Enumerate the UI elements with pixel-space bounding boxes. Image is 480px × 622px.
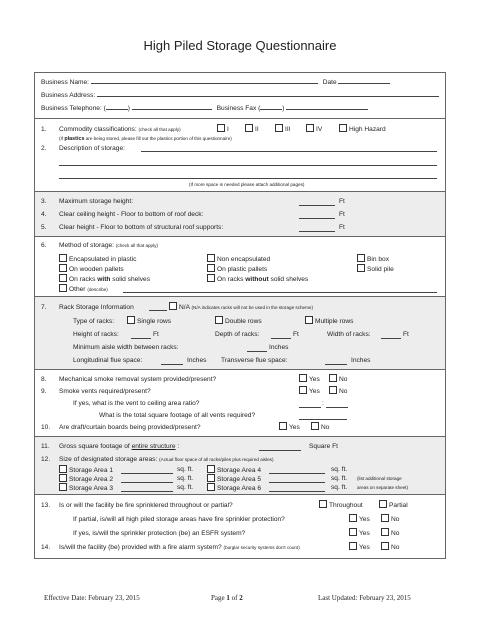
q2-number: 2. xyxy=(41,145,47,152)
telephone-field[interactable] xyxy=(132,102,212,110)
q10-no-checkbox[interactable] xyxy=(311,422,319,430)
bin-box-checkbox[interactable] xyxy=(357,254,365,262)
smoke-section xyxy=(35,369,445,436)
storage-area-6[interactable] xyxy=(207,483,261,493)
vent-ratio-field-b[interactable] xyxy=(326,400,348,408)
q10-no-label: No xyxy=(321,424,330,431)
q2-label: Description of storage: xyxy=(59,145,125,152)
description-line-2[interactable] xyxy=(59,158,437,166)
other-checkbox[interactable] xyxy=(59,284,67,292)
storage-area-3[interactable] xyxy=(59,483,113,493)
class-i-option[interactable] xyxy=(217,124,229,135)
rack-depth-unit: Ft xyxy=(293,331,299,338)
class-iv-option[interactable] xyxy=(306,124,322,135)
throughout-option[interactable] xyxy=(319,499,363,512)
date-field[interactable] xyxy=(338,76,390,84)
class-i-label: I xyxy=(227,126,229,133)
q9-yes-checkbox[interactable] xyxy=(299,386,307,394)
q13a-yes-checkbox[interactable] xyxy=(349,514,357,522)
q8-yes-option[interactable] xyxy=(299,374,320,386)
class-ii-option[interactable] xyxy=(245,124,259,135)
q11-label-a: Gross square footage of xyxy=(59,443,130,450)
vent-ratio-field-a[interactable] xyxy=(299,400,321,408)
q14-yes-option[interactable] xyxy=(349,541,370,554)
storage-area-5-unit: sq. ft. xyxy=(331,475,348,482)
rack-section xyxy=(35,296,445,369)
q14-yes-checkbox[interactable] xyxy=(349,542,357,550)
throughout-checkbox[interactable] xyxy=(319,500,327,508)
q14-yes-label: Yes xyxy=(359,544,370,551)
aisle-width-unit: Inches xyxy=(269,344,289,351)
last-updated: Last Updated: February 23, 2015 xyxy=(318,594,411,602)
telephone-label: Business Telephone: ( xyxy=(41,105,106,112)
plastic-pallets-label: On plastic pallets xyxy=(217,266,268,273)
storage-area-6-checkbox[interactable] xyxy=(207,483,215,491)
partial-option[interactable] xyxy=(379,499,408,512)
class-ii-checkbox[interactable] xyxy=(245,124,253,132)
storage-area-3-checkbox[interactable] xyxy=(59,483,67,491)
q10-yes-option[interactable] xyxy=(279,422,300,434)
fax-close: ) xyxy=(282,105,285,112)
q5-label: Clear height - Floor to bottom of structural roof supports: xyxy=(59,224,224,231)
storage-area-4-field[interactable] xyxy=(269,466,325,474)
wooden-pallets-checkbox[interactable] xyxy=(59,264,67,272)
storage-area-1-unit: sq. ft. xyxy=(177,466,194,473)
storage-area-2-checkbox[interactable] xyxy=(59,474,67,482)
vent-ratio-label: If yes, what is the vent to ceiling area ratio? xyxy=(73,400,200,407)
class-iii-checkbox[interactable] xyxy=(275,124,283,132)
telephone-close: ) xyxy=(127,105,130,112)
q9-no-checkbox[interactable] xyxy=(329,386,337,394)
single-rows-checkbox[interactable] xyxy=(127,316,135,324)
q13b-yes-label: Yes xyxy=(359,530,370,537)
q11-label-c: : xyxy=(177,443,180,450)
vent-ratio-separator: : xyxy=(322,400,324,407)
q13-label: Is or will the facility be fire sprinklered throughout or partial? xyxy=(59,502,233,509)
q3-unit: Ft xyxy=(339,198,345,205)
racks-without-label-c: solid shelves xyxy=(270,276,309,283)
fax-field[interactable] xyxy=(286,102,368,110)
q1-number: 1. xyxy=(41,126,47,133)
telephone-area-field[interactable] xyxy=(106,102,128,110)
multiple-rows-label: Multiple rows xyxy=(315,318,354,325)
other-option[interactable] xyxy=(59,284,108,295)
storage-area-6-field[interactable] xyxy=(269,484,325,492)
class-iii-label: III xyxy=(285,126,291,133)
racks-with-label-c: solid shelves xyxy=(112,276,151,283)
sprinkler-section xyxy=(35,494,445,558)
effective-date: Effective Date: February 23, 2015 xyxy=(44,594,140,602)
throughout-label: Throughout xyxy=(329,502,363,509)
storage-area-4-checkbox[interactable] xyxy=(207,465,215,473)
business-name-label: Business Name: xyxy=(41,79,90,86)
list-additional-note: (list additional storage xyxy=(357,476,402,481)
q1-note: (check all that apply) xyxy=(138,127,181,132)
aisle-width-field[interactable] xyxy=(247,344,267,352)
q13a-yes-option[interactable] xyxy=(349,513,370,526)
double-rows-checkbox[interactable] xyxy=(215,316,223,324)
q6-number: 6. xyxy=(41,242,47,249)
partial-protection-label: If partial, is/will all high piled storage areas have fire sprinkler protection? xyxy=(73,516,285,523)
q4-unit: Ft xyxy=(339,211,345,218)
double-rows-option[interactable] xyxy=(215,315,262,328)
rack-height-field[interactable] xyxy=(131,331,151,339)
rack-width-label: Width of racks: xyxy=(327,331,371,338)
class-iv-label: IV xyxy=(316,126,323,133)
transverse-flue-field[interactable] xyxy=(325,357,347,365)
page-current: 1 xyxy=(226,594,230,602)
na-option[interactable] xyxy=(169,301,313,314)
rack-info-blank[interactable] xyxy=(149,303,167,311)
rack-height-unit: Ft xyxy=(153,331,159,338)
racks-with-label-b: with xyxy=(97,276,111,283)
q10-number: 10. xyxy=(41,424,51,431)
vent-footage-field[interactable] xyxy=(299,412,347,420)
wooden-pallets-label: On wooden pallets xyxy=(69,266,124,273)
business-address-label: Business Address: xyxy=(41,92,96,99)
single-rows-label: Single rows xyxy=(137,318,172,325)
q3-number: 3. xyxy=(41,198,47,205)
fax-label: Business Fax ( xyxy=(216,105,261,112)
vent-footage-label: What is the total square footage of all vents required? xyxy=(99,412,256,419)
plastics-note-a: (If xyxy=(59,136,64,141)
q9-no-label: No xyxy=(339,388,348,395)
q3-label: Maximum storage height: xyxy=(59,198,134,205)
page-total: 2 xyxy=(239,594,243,602)
q7-number: 7. xyxy=(41,304,47,311)
rack-depth-label: Depth of racks: xyxy=(215,331,260,338)
q4-label: Clear ceiling height - Floor to bottom of roof deck: xyxy=(59,211,204,218)
q14-number: 14. xyxy=(41,544,51,551)
gross-footage-field[interactable] xyxy=(259,443,301,451)
q10-yes-label: Yes xyxy=(289,424,300,431)
solid-pile-checkbox[interactable] xyxy=(357,264,365,272)
storage-area-5-label: Storage Area 5 xyxy=(217,476,261,483)
storage-area-4-unit: sq. ft. xyxy=(331,466,348,473)
storage-area-3-label: Storage Area 3 xyxy=(69,485,113,492)
q8-no-option[interactable] xyxy=(329,374,347,386)
non-encapsulated-label: Non encapsulated xyxy=(217,256,271,263)
q13a-no-option[interactable] xyxy=(381,513,399,526)
storage-area-3-unit: sq. ft. xyxy=(177,484,194,491)
multiple-rows-checkbox[interactable] xyxy=(305,316,313,324)
business-name-field[interactable] xyxy=(91,76,318,84)
rack-types-label: Type of racks: xyxy=(73,318,115,325)
racks-without-shelves-checkbox[interactable] xyxy=(207,274,215,282)
longitudinal-flue-unit: Inches xyxy=(187,357,207,364)
q13a-no-checkbox[interactable] xyxy=(381,514,389,522)
single-rows-option[interactable] xyxy=(127,315,171,328)
racks-without-label-b: without xyxy=(245,276,269,283)
class-iii-option[interactable] xyxy=(275,124,291,135)
other-label: Other xyxy=(69,286,86,293)
q14-no-option[interactable] xyxy=(381,541,399,554)
clear-height-field[interactable] xyxy=(299,224,335,232)
high-hazard-label: High Hazard xyxy=(349,126,386,133)
q14-note: (burglar security systems don't count) xyxy=(223,545,300,550)
q12-note: (Actual floor space of all racks/piles plus required aisles) xyxy=(159,457,274,462)
storage-area-2-unit: sq. ft. xyxy=(177,475,194,482)
longitudinal-flue-label: Longitudinal flue space: xyxy=(73,357,143,364)
transverse-flue-label: Transverse flue space: xyxy=(221,357,288,364)
q6-label: Method of storage: xyxy=(59,242,114,249)
na-label: N/A xyxy=(179,304,190,311)
fax-area-field[interactable] xyxy=(260,102,285,112)
business-section xyxy=(35,73,445,118)
more-space-note: (If more space is needed please attach additional pages) xyxy=(189,182,305,187)
rack-height-label: Height of racks: xyxy=(73,331,119,338)
class-i-checkbox[interactable] xyxy=(217,124,225,132)
storage-area-1-label: Storage Area 1 xyxy=(69,467,113,474)
q13b-yes-checkbox[interactable] xyxy=(349,528,357,536)
solid-pile-label: Solid pile xyxy=(367,266,394,273)
class-iv-checkbox[interactable] xyxy=(306,124,314,132)
q4-number: 4. xyxy=(41,211,47,218)
aisle-width-label: Minimum aisle width between racks: xyxy=(73,344,179,351)
racks-with-shelves-checkbox[interactable] xyxy=(59,274,67,282)
q1-label: Commodity classifications: xyxy=(59,126,137,133)
page-number xyxy=(211,594,243,602)
partial-checkbox[interactable] xyxy=(379,500,387,508)
page-label: Page xyxy=(211,594,225,602)
q9-yes-label: Yes xyxy=(309,388,320,395)
q10-label: Are draft/curtain boards being provided/present? xyxy=(59,424,201,431)
storage-area-6-unit: sq. ft. xyxy=(331,484,348,491)
q5-unit: Ft xyxy=(339,224,345,231)
q14-label: Is/will the facility (be) provided with a fire alarm system? xyxy=(59,544,222,551)
q13b-no-label: No xyxy=(391,530,400,537)
business-address-field[interactable] xyxy=(97,89,439,97)
q8-yes-label: Yes xyxy=(309,376,320,383)
na-note: (N/A indicates racks will not be used in the storage scheme) xyxy=(191,305,314,310)
q14-no-checkbox[interactable] xyxy=(381,542,389,550)
non-encapsulated-checkbox[interactable] xyxy=(207,254,215,262)
page-title: High Piled Storage Questionnaire xyxy=(143,38,337,53)
q13-number: 13. xyxy=(41,502,51,509)
encapsulated-checkbox[interactable] xyxy=(59,254,67,262)
storage-area-2-field[interactable] xyxy=(121,475,173,483)
q5-number: 5. xyxy=(41,224,47,231)
esfr-label: If yes, is/will the sprinkler protection (be) an ESFR system? xyxy=(73,530,246,537)
q9-label: Smoke vents required/present? xyxy=(59,388,151,395)
encapsulated-label: Encapsulated in plastic xyxy=(69,256,137,263)
other-describe-field[interactable] xyxy=(123,285,437,293)
high-hazard-option[interactable] xyxy=(339,124,386,135)
q9-yes-option[interactable] xyxy=(299,386,320,398)
plastics-note-b: plastics xyxy=(64,136,85,142)
q6-note: (check all that apply) xyxy=(115,243,158,248)
separate-sheet-note: areas on separate sheet) xyxy=(357,485,409,490)
height-section xyxy=(35,191,445,236)
ceiling-height-field[interactable] xyxy=(299,211,335,219)
q12-number: 12. xyxy=(41,456,51,463)
storage-area-1-checkbox[interactable] xyxy=(59,465,67,473)
description-line-1[interactable] xyxy=(141,144,437,152)
q8-no-label: No xyxy=(339,376,348,383)
commodity-section xyxy=(35,118,445,191)
q8-number: 8. xyxy=(41,376,47,383)
q13b-yes-option[interactable] xyxy=(349,527,370,540)
q10-no-option[interactable] xyxy=(311,422,329,434)
storage-area-5-checkbox[interactable] xyxy=(207,474,215,482)
class-ii-label: II xyxy=(255,126,259,133)
na-checkbox[interactable] xyxy=(169,302,177,310)
questionnaire-form xyxy=(34,72,446,559)
page-of: of xyxy=(231,594,238,602)
q13b-no-option[interactable] xyxy=(381,527,399,540)
footage-section xyxy=(35,436,445,494)
plastics-note-c: are being stored, please fill out the plastics portion of this questionnaire) xyxy=(85,136,232,141)
q13a-yes-label: Yes xyxy=(359,516,370,523)
multiple-rows-option[interactable] xyxy=(305,315,353,328)
max-height-field[interactable] xyxy=(299,198,335,206)
q12-label: Size of designated storage areas: xyxy=(59,456,158,463)
q14-no-label: No xyxy=(391,544,400,551)
plastic-pallets-checkbox[interactable] xyxy=(207,264,215,272)
storage-area-4-label: Storage Area 4 xyxy=(217,467,261,474)
q8-label: Mechanical smoke removal system provided/present? xyxy=(59,376,217,383)
q9-no-option[interactable] xyxy=(329,386,347,398)
high-hazard-checkbox[interactable] xyxy=(339,124,347,132)
q13b-no-checkbox[interactable] xyxy=(381,528,389,536)
storage-area-3-field[interactable] xyxy=(121,484,173,492)
partial-label: Partial xyxy=(389,502,408,509)
storage-area-2-label: Storage Area 2 xyxy=(69,476,113,483)
rack-depth-field[interactable] xyxy=(271,331,291,339)
transverse-flue-unit: Inches xyxy=(351,357,371,364)
double-rows-label: Double rows xyxy=(225,318,262,325)
description-line-3[interactable] xyxy=(59,171,437,179)
date-label: Date xyxy=(322,79,337,86)
longitudinal-flue-field[interactable] xyxy=(161,357,183,365)
storage-area-1-field[interactable] xyxy=(121,466,173,474)
q11-label-b: entire structure xyxy=(131,443,176,450)
q9-number: 9. xyxy=(41,388,47,395)
racks-with-label-a: On racks xyxy=(69,276,96,283)
rack-width-unit: Ft xyxy=(403,331,409,338)
method-section xyxy=(35,236,445,296)
bin-box-label: Bin box xyxy=(367,256,389,263)
other-describe-note: (describe) xyxy=(87,287,108,292)
racks-without-label-a: On racks xyxy=(217,276,244,283)
storage-area-5-field[interactable] xyxy=(269,475,325,483)
q11-number: 11. xyxy=(41,443,50,450)
q10-yes-checkbox[interactable] xyxy=(279,422,287,430)
rack-width-field[interactable] xyxy=(381,331,401,339)
q13a-no-label: No xyxy=(391,516,400,523)
storage-area-6-label: Storage Area 6 xyxy=(217,485,261,492)
q8-no-checkbox[interactable] xyxy=(329,374,337,382)
gross-footage-unit: Square Ft xyxy=(309,443,338,450)
q7-label: Rack Storage Information xyxy=(59,304,134,311)
q8-yes-checkbox[interactable] xyxy=(299,374,307,382)
